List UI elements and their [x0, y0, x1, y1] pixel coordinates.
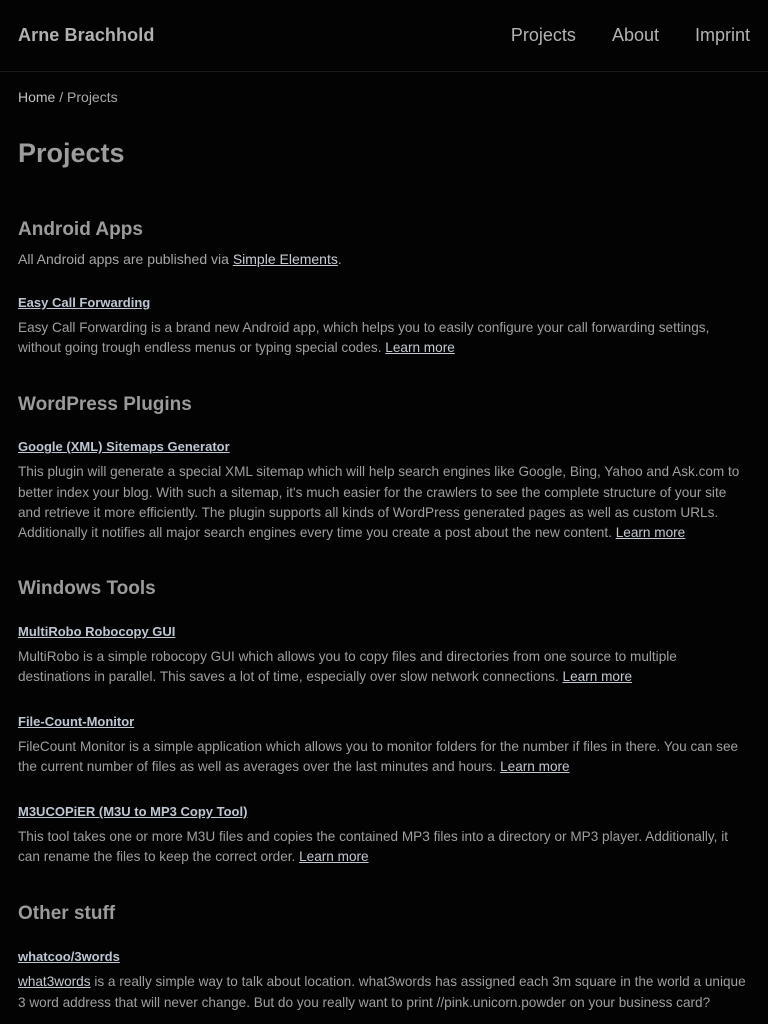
- description-text: MultiRobo is a simple robocopy GUI which allows you to copy files and directories from one source to multiple destinations in parallel. This saves a lot of time, especially over slow network connections.: [18, 649, 677, 685]
- site-header: [0, 0, 768, 72]
- project-title-easy-call-forwarding: [18, 294, 750, 312]
- description-text: FileCount Monitor is a simple application which allows you to monitor folders for the number if files in there. You can see the current number of files as well as averages over the last minutes and hours.: [18, 738, 739, 774]
- android-intro: [18, 249, 750, 269]
- project-description-easy-call-forwarding: [18, 318, 750, 358]
- nav-link-imprint[interactable]: Imprint: [694, 25, 750, 45]
- description-text: This plugin will generate a special XML sitemap which will help search engines like Google, Bing, Yahoo and Ask.com to better index your blog. With such a sitemap, it's much easier for the crawlers to see the complete structure of your site and retrieve it more efficiently. The plugin supports all kinds of WordPress generated pages as well as custom URLs. Additionally it notifies all major search engines every time you create a post about the new content.: [18, 464, 740, 541]
- project-description-whatcoo: [18, 972, 750, 1012]
- project-link-m3ucopier[interactable]: M3UCOPiER (M3U to MP3 Copy Tool): [18, 804, 248, 820]
- main-content: [0, 88, 768, 1013]
- description-text: is a really simple way to talk about location. what3words has assigned each 3m square in the world a unique 3 word address that will never change. But do you really want to print //pink.unicorn.powder on your business card?: [18, 974, 746, 1010]
- learn-more-link[interactable]: Learn more: [299, 849, 369, 865]
- description-text: This tool takes one or more M3U files and copies the contained MP3 files into a directory or MP3 player. Additionally, it can rename the files to keep the correct order.: [18, 829, 728, 865]
- project-title-file-count-monitor: [18, 713, 750, 731]
- project-link-sitemaps-generator[interactable]: Google (XML) Sitemaps Generator: [18, 439, 230, 455]
- android-intro-suffix: .: [337, 251, 342, 267]
- project-description-sitemaps-generator: [18, 462, 750, 543]
- learn-more-link[interactable]: Learn more: [500, 758, 570, 774]
- page-title: Projects: [18, 138, 125, 168]
- section-title-android: Android Apps: [18, 219, 143, 240]
- project-title-multirobo: [18, 623, 750, 641]
- project-title-sitemaps-generator: [18, 438, 750, 456]
- project-description-file-count-monitor: [18, 737, 750, 777]
- section-title-wordpress: WordPress Plugins: [18, 394, 192, 416]
- simple-elements-link[interactable]: Simple Elements: [232, 251, 338, 267]
- section-title-windows: Windows Tools: [18, 578, 156, 600]
- project-link-file-count-monitor[interactable]: File-Count-Monitor: [18, 713, 135, 729]
- description-text: Easy Call Forwarding is a brand new Android app, which helps you to easily configure your call forwarding settings, without going trough endless menus or typing special codes.: [18, 320, 710, 356]
- nav-link-projects[interactable]: Projects: [510, 25, 576, 45]
- learn-more-link[interactable]: Learn more: [615, 525, 686, 541]
- what3words-link[interactable]: what3words: [18, 974, 91, 990]
- site-brand-link[interactable]: Arne Brachhold: [18, 25, 155, 45]
- section-title-other: Other stuff: [18, 903, 116, 925]
- breadcrumb-current: Projects: [67, 89, 118, 105]
- project-description-multirobo: [18, 647, 750, 687]
- project-description-m3ucopier: [18, 827, 750, 867]
- learn-more-link[interactable]: Learn more: [385, 340, 455, 356]
- breadcrumb: [18, 88, 750, 106]
- project-link-multirobo[interactable]: MultiRobo Robocopy GUI: [18, 624, 176, 640]
- project-title-whatcoo: [18, 948, 750, 966]
- breadcrumb-home-link[interactable]: Home: [18, 89, 56, 105]
- project-link-whatcoo[interactable]: whatcoo/3words: [18, 949, 120, 965]
- breadcrumb-separator: /: [59, 89, 64, 105]
- project-title-m3ucopier: [18, 803, 750, 821]
- main-nav: [511, 25, 750, 46]
- learn-more-link[interactable]: Learn more: [562, 669, 633, 685]
- android-intro-prefix: All Android apps are published via: [18, 251, 233, 267]
- project-link-easy-call-forwarding[interactable]: Easy Call Forwarding: [18, 295, 151, 310]
- nav-link-about[interactable]: About: [611, 25, 659, 45]
